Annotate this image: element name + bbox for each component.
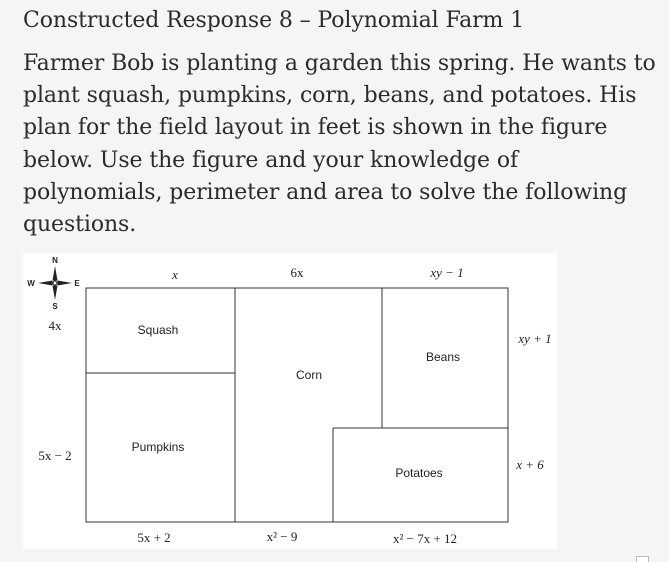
compass-east-pointer <box>58 281 73 286</box>
problem-text <box>23 48 663 241</box>
dim-potatoes-width: x² − 7x + 12 <box>392 531 458 546</box>
dim-squash-width: x <box>172 267 178 282</box>
problem-text-line: questions. <box>23 212 137 238</box>
region-potatoes-label: Potatoes <box>395 466 443 480</box>
dim-beans-width: xy − 1 <box>430 265 464 280</box>
compass-north-label: N <box>52 256 58 265</box>
compass-west-label: W <box>27 279 35 288</box>
problem-text-line: polynomials, perimeter and area to solve the following <box>23 179 628 205</box>
compass-center <box>53 281 57 285</box>
page-title: Constructed Response 8 – Polynomial Farm 1 <box>23 8 525 33</box>
dim-corn-bottom-width: x² − 9 <box>266 529 298 544</box>
compass-west-pointer <box>38 281 53 286</box>
field-layout-diagram <box>23 253 557 549</box>
dim-corn-width: 6x <box>290 265 304 280</box>
dim-pumpkins-height: 5x − 2 <box>38 448 72 463</box>
compass-north-pointer <box>53 266 58 281</box>
dim-beans-height: xy + 1 <box>518 331 552 346</box>
compass-south-label: S <box>52 302 58 311</box>
field-layout-figure <box>23 253 557 549</box>
region-corn-label: Corn <box>295 368 323 382</box>
compass-south-pointer <box>53 286 58 301</box>
problem-text-line: below. Use the figure and your knowledge of <box>23 147 519 173</box>
dim-squash-height: 4x <box>48 318 62 333</box>
resize-handle[interactable] <box>636 556 649 562</box>
problem-text-line: plan for the field layout in feet is shown in the figure <box>23 115 608 141</box>
dim-left-bottom-width: 5x + 2 <box>137 530 171 545</box>
dim-potatoes-height: x + 6 <box>516 457 544 472</box>
compass-icon <box>27 256 80 311</box>
problem-text-line: Farmer Bob is planting a garden this spring. He wants to <box>23 51 656 76</box>
region-beans-label: Beans <box>425 350 461 364</box>
compass-east-label: E <box>74 279 80 288</box>
region-squash-label: Squash <box>137 323 179 337</box>
problem-text-line: plant squash, pumpkins, corn, beans, and potatoes. His <box>23 83 637 109</box>
region-pumpkins-label: Pumpkins <box>131 440 185 454</box>
